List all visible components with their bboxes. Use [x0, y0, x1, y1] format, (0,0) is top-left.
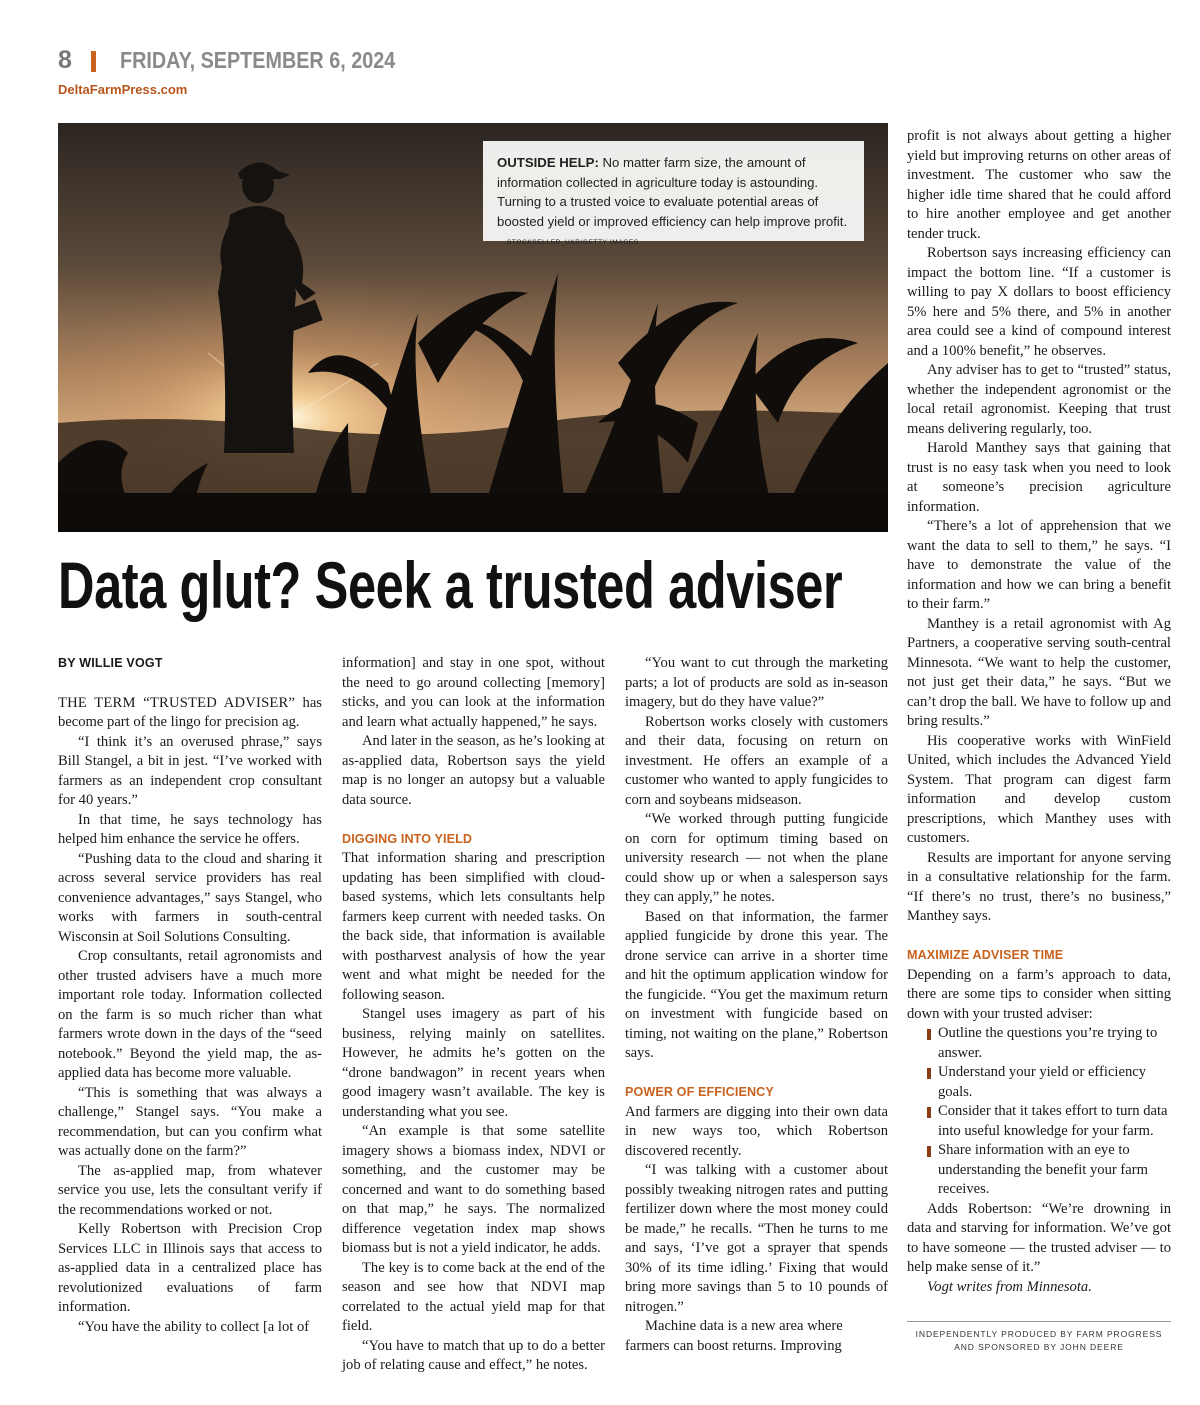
caption-lead: OUTSIDE HELP: — [497, 155, 599, 170]
sponsor-note — [907, 1328, 1171, 1354]
sponsor-line-2: AND SPONSORED BY JOHN DEERE — [954, 1342, 1124, 1352]
photo-credit: STOCKSELLER_UKR/GETTY IMAGES — [507, 239, 639, 246]
list-item-text: Share information with an eye to understanding the benefit your farm receives. — [938, 1142, 1148, 1197]
paragraph: Crop consultants, retail agronomists and other trusted advisers have a much more important role today. Information collected on the farm is so much richer than what farmers wrote down in the days of the “seed notebook.” Beyond the yield map, the as-applied data has become more valuable. — [58, 948, 322, 1081]
paragraph: And farmers are digging into their own data in new ways too, which Robertson discovered recently. — [625, 1103, 888, 1159]
list-item — [907, 1141, 1171, 1200]
paragraph: Manthey is a retail agronomist with Ag Partners, a cooperative serving south-central Minnesota. “We want to help the customer, not just get their data,” he says. “But we can’t drop the ball. We have to follow up and bring results.” — [907, 615, 1171, 729]
page-number: 8 — [58, 46, 72, 74]
article-column-4 — [907, 127, 1171, 1297]
paragraph: Machine data is a new area where farmers can boost returns. Improving — [625, 1318, 843, 1354]
article-headline: Data glut? Seek a trusted adviser — [58, 548, 843, 622]
paragraph: Robertson works closely with customers and their data, focusing on return on investment. He offers an example of a customer who wanted to apply fungicides to corn and soybeans midseason. — [625, 713, 888, 808]
paragraph: His cooperative works with WinField United, which includes the Advanced Yield System. That program can digest farm information and develop custom prescriptions, which Manthey uses with customers. — [907, 732, 1171, 846]
paragraph: “You have to match that up to do a better job of relating cause and effect,” he notes. — [342, 1337, 605, 1373]
paragraph: That information sharing and prescription updating has been simplified with cloud-based systems, which lets consultants help farmers keep current with needed tasks. On the back side, that information is available with postharvest analysis of how the year went and what might be needed for the following season. — [342, 850, 605, 1003]
paragraph: Adds Robertson: “We’re drowning in data and starving for information. We’ve got to have someone — the trusted adviser — to help make sense of it.” — [907, 1200, 1171, 1275]
subhead-power-of-efficiency: POWER OF EFFICIENCY — [625, 1085, 774, 1099]
paragraph: Any adviser has to get to “trusted” status, whether the independent agronomist or the local retail agronomist. Keeping that trust means delivering regularly, too. — [907, 362, 1171, 437]
bullet-mark-icon — [927, 1107, 931, 1118]
lead-photo — [58, 123, 888, 532]
paragraph: “I was talking with a customer about possibly tweaking nitrogen rates and putting fertilizer down where the most money could be made,” he recalls. “Then he turns to me and says, ‘I’ve got a sprayer that spends 30% of its time idling.’ Fixing that would bring more savings than 5 to 10 pounds of nitrogen.” — [625, 1162, 888, 1315]
continued-paragraph: information] and stay in one spot, without the need to go around collecting [memory] sticks, and you can look at the information and learn what actually happened,” he says. — [342, 655, 605, 730]
list-item — [907, 1024, 1171, 1063]
photo-caption — [483, 141, 864, 246]
paragraph: Kelly Robertson with Precision Crop Services LLC in Illinois says that access to as-applied data in a centralized place has revolutionized evaluations of farm information. — [58, 1221, 322, 1315]
paragraph: And later in the season, as he’s looking at as-applied data, Robertson says the yield map is no longer an autopsy but a valuable data source. — [342, 733, 605, 808]
article-column-1 — [58, 654, 322, 1337]
subhead-maximize-adviser-time: MAXIMIZE ADVISER TIME — [907, 948, 1064, 962]
site-link[interactable]: DeltaFarmPress.com — [58, 82, 188, 97]
list-item-text: Consider that it takes effort to turn data into useful knowledge for your farm. — [938, 1103, 1168, 1139]
paragraph: “You have the ability to collect [a lot of — [78, 1318, 310, 1335]
opening-paragraph — [58, 694, 322, 733]
list-item — [907, 1102, 1171, 1141]
list-item-text: Understand your yield or efficiency goals. — [938, 1064, 1147, 1100]
paragraph: Based on that information, the farmer applied fungicide by drone this year. The drone service can arrive in a shorter time and hit the optimum application window for the fungicide. “You get the maximum return on investment with fungicide based on timing, not waiting on the plane,” Robertson says. — [625, 908, 888, 1061]
author-signoff: Vogt writes from Minnesota. — [927, 1278, 1092, 1295]
list-item — [907, 1063, 1171, 1102]
paragraph: “This is something that was always a challenge,” Stangel says. “You make a recommendation, but can you confirm what was actually done on the farm?” — [58, 1084, 322, 1159]
continued-paragraph: profit is not always about getting a higher yield but improving returns on other areas of investment. The customer who saw the higher idle time shared that he could afford to hire another employee and get another tender truck. — [907, 128, 1171, 242]
paragraph: Stangel uses imagery as part of his business, relying mainly on satellites. However, he admits he’s gotten on the “drone bandwagon” in recent years when good imagery wasn’t available. The key is understanding what you see. — [342, 1006, 605, 1120]
paragraph: Harold Manthey says that gaining that trust is no easy task when you need to look at someone’s precision agriculture information. — [907, 440, 1171, 515]
paragraph: “You want to cut through the marketing parts; a lot of products are sold as in-season imagery, but do they have value?” — [625, 655, 888, 710]
paragraph: “An example is that some satellite imagery shows a biomass index, NDVI or something, and the customer may be concerned and want to do something based on that map,” he says. The normalized difference vegetation index map shows biomass but is not a yield indicator, he adds. — [342, 1123, 605, 1256]
paragraph: “I think it’s an overused phrase,” says Bill Stangel, a bit in jest. “I’ve worked with farmers as an independent crop consultant for 40 years.” — [58, 733, 322, 808]
byline: BY WILLIE VOGT — [58, 656, 163, 670]
article-column-3 — [625, 654, 888, 1356]
paragraph: “We worked through putting fungicide on corn for optimum timing based on university research — not when the plane could show up or when a salesperson says they can apply,” he notes. — [625, 811, 888, 905]
issue-date: FRIDAY, SEPTEMBER 6, 2024 — [120, 47, 396, 73]
opening-caps: THE TERM “TRUSTED ADVISER” — [58, 694, 296, 711]
header-separator — [91, 51, 96, 72]
paragraph: In that time, he says technology has helped him enhance the service he offers. — [58, 811, 322, 847]
paragraph: “There’s a lot of apprehension that we want the data to sell to them,” he says. “I have to demonstrate the value of the information and how we can bring a benefit to their farm.” — [907, 518, 1171, 612]
subhead-digging-into-yield: DIGGING INTO YIELD — [342, 831, 473, 846]
paragraph: Robertson says increasing efficiency can impact the bottom line. “If a customer is willing to pay X dollars to boost efficiency 5% here and 5% there, and 5% in another area could see a kind of compound interest and a 100% benefit,” he observes. — [907, 245, 1171, 359]
paragraph: The key is to come back at the end of the season and see how that NDVI map correlated to the actual yield map for that field. — [342, 1259, 605, 1334]
bullet-mark-icon — [927, 1029, 931, 1040]
article-column-2 — [342, 654, 605, 1376]
bullet-mark-icon — [927, 1146, 931, 1157]
caption-text: No matter farm size, the amount of information collected in agriculture today is astounding. Turning to a trusted voice to evaluate potential areas of boosted yield or improved efficiency can help improve profit. — [497, 155, 848, 229]
footer-divider — [907, 1321, 1171, 1322]
paragraph: The as-applied map, from whatever service you use, lets the consultant verify if the recommendations worked or not. — [58, 1162, 322, 1218]
tips-list — [907, 1024, 1171, 1200]
sponsor-line-1: INDEPENDENTLY PRODUCED BY FARM PROGRESS — [915, 1329, 1163, 1339]
paragraph: “Pushing data to the cloud and sharing it across several service providers has real convenience advantages,” says Stangel, who works with farmers in south-central Wisconsin at Soil Solutions Consulting. — [58, 850, 322, 945]
bullet-mark-icon — [927, 1068, 931, 1079]
list-item-text: Outline the questions you’re trying to answer. — [938, 1025, 1158, 1061]
paragraph: Depending on a farm’s approach to data, there are some tips to consider when sitting down with your trusted adviser: — [907, 966, 1171, 1022]
opening-rest: has become part of the lingo for precision ag. — [58, 694, 322, 730]
paragraph: Results are important for anyone serving in a consultative relationship for the farm. “If there’s no trust, there’s no business,” Manthey says. — [907, 849, 1171, 924]
